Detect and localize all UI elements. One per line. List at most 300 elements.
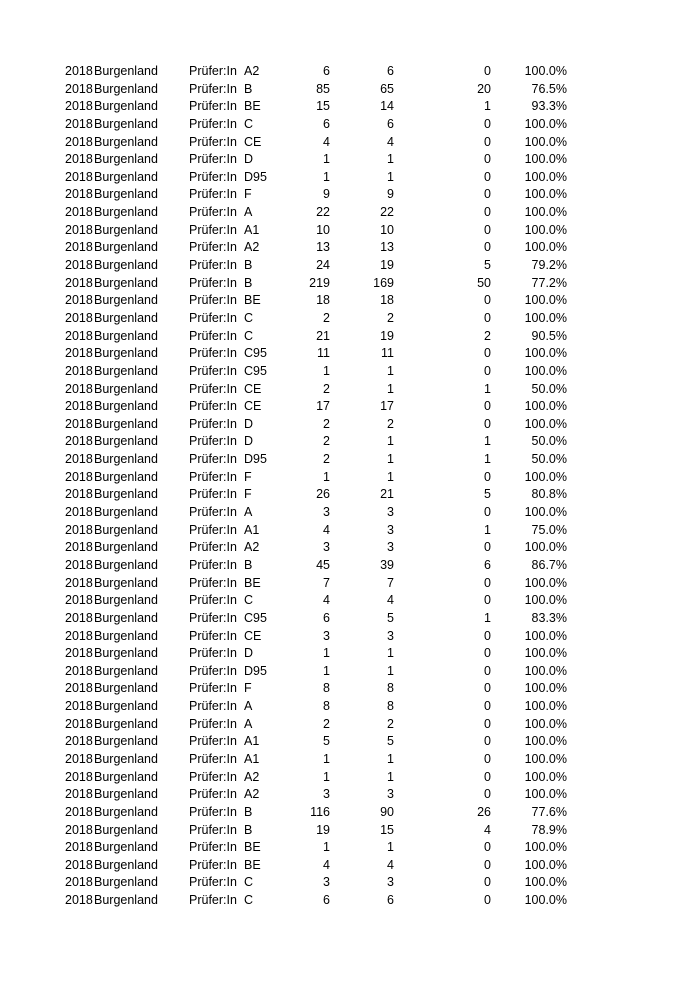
pass-rate-cell: 76.5%	[531, 81, 567, 96]
pass-rate-cell: 100.0%	[524, 169, 567, 184]
role-cell: Prüfer:In	[189, 363, 237, 378]
pass-rate-cell: 100.0%	[524, 840, 567, 855]
table-row	[0, 222, 700, 240]
failed-count-cell: 0	[484, 293, 491, 308]
state-cell: Burgenland	[94, 187, 158, 202]
role-cell: Prüfer:In	[189, 699, 237, 714]
role-cell: Prüfer:In	[189, 64, 237, 78]
role-cell: Prüfer:In	[189, 822, 237, 837]
table-row	[0, 575, 700, 593]
pass-rate-cell: 100.0%	[524, 769, 567, 784]
role-cell: Prüfer:In	[189, 646, 237, 661]
license-class-cell: BE	[244, 575, 261, 590]
passed-count-cell: 1	[387, 434, 394, 449]
pass-rate-cell: 100.0%	[524, 152, 567, 167]
failed-count-cell: 0	[484, 222, 491, 237]
passed-count-cell: 6	[387, 116, 394, 131]
pass-rate-cell: 100.0%	[524, 646, 567, 661]
table-row	[0, 857, 700, 875]
year-cell: 2018	[65, 416, 93, 431]
total-count-cell: 18	[316, 293, 330, 308]
total-count-cell: 219	[309, 275, 330, 290]
pass-rate-cell: 100.0%	[524, 663, 567, 678]
table-row	[0, 610, 700, 628]
failed-count-cell: 0	[484, 416, 491, 431]
total-count-cell: 1	[323, 152, 330, 167]
failed-count-cell: 0	[484, 134, 491, 149]
data-table	[0, 63, 700, 910]
year-cell: 2018	[65, 293, 93, 308]
year-cell: 2018	[65, 487, 93, 502]
failed-count-cell: 0	[484, 575, 491, 590]
failed-count-cell: 0	[484, 593, 491, 608]
year-cell: 2018	[65, 469, 93, 484]
failed-count-cell: 1	[484, 99, 491, 114]
total-count-cell: 45	[316, 557, 330, 572]
license-class-cell: D95	[244, 663, 267, 678]
failed-count-cell: 0	[484, 875, 491, 890]
year-cell: 2018	[65, 275, 93, 290]
passed-count-cell: 14	[380, 99, 394, 114]
failed-count-cell: 0	[484, 751, 491, 766]
table-row	[0, 416, 700, 434]
year-cell: 2018	[65, 857, 93, 872]
license-class-cell: C	[244, 116, 254, 131]
license-class-cell: B	[244, 822, 253, 837]
license-class-cell: C95	[244, 346, 267, 361]
table-row	[0, 874, 700, 892]
pass-rate-cell: 100.0%	[524, 681, 567, 696]
failed-count-cell: 0	[484, 310, 491, 325]
role-cell: Prüfer:In	[189, 751, 237, 766]
failed-count-cell: 1	[484, 381, 491, 396]
table-row	[0, 786, 700, 804]
passed-count-cell: 39	[380, 557, 394, 572]
year-cell: 2018	[65, 787, 93, 802]
license-class-cell: BE	[244, 99, 261, 114]
license-class-cell: A2	[244, 540, 260, 555]
table-row	[0, 363, 700, 381]
year-cell: 2018	[65, 557, 93, 572]
pass-rate-cell: 77.6%	[531, 804, 567, 819]
role-cell: Prüfer:In	[189, 857, 237, 872]
total-count-cell: 1	[323, 646, 330, 661]
passed-count-cell: 19	[380, 258, 394, 273]
passed-count-cell: 6	[387, 893, 394, 908]
state-cell: Burgenland	[94, 505, 158, 520]
total-count-cell: 8	[323, 681, 330, 696]
table-row	[0, 275, 700, 293]
failed-count-cell: 0	[484, 505, 491, 520]
year-cell: 2018	[65, 593, 93, 608]
role-cell: Prüfer:In	[189, 134, 237, 149]
table-row	[0, 433, 700, 451]
pass-rate-cell: 100.0%	[524, 222, 567, 237]
role-cell: Prüfer:In	[189, 893, 237, 908]
role-cell: Prüfer:In	[189, 769, 237, 784]
total-count-cell: 3	[323, 787, 330, 802]
table-row	[0, 451, 700, 469]
year-cell: 2018	[65, 822, 93, 837]
role-cell: Prüfer:In	[189, 416, 237, 431]
table-row	[0, 398, 700, 416]
state-cell: Burgenland	[94, 681, 158, 696]
role-cell: Prüfer:In	[189, 716, 237, 731]
passed-count-cell: 1	[387, 646, 394, 661]
license-class-cell: B	[244, 275, 253, 290]
passed-count-cell: 4	[387, 134, 394, 149]
year-cell: 2018	[65, 734, 93, 749]
state-cell: Burgenland	[94, 857, 158, 872]
pass-rate-cell: 50.0%	[531, 434, 567, 449]
failed-count-cell: 0	[484, 205, 491, 220]
role-cell: Prüfer:In	[189, 310, 237, 325]
passed-count-cell: 169	[373, 275, 394, 290]
pass-rate-cell: 100.0%	[524, 540, 567, 555]
total-count-cell: 4	[323, 857, 330, 872]
state-cell: Burgenland	[94, 134, 158, 149]
state-cell: Burgenland	[94, 434, 158, 449]
passed-count-cell: 3	[387, 787, 394, 802]
year-cell: 2018	[65, 575, 93, 590]
license-class-cell: D	[244, 416, 254, 431]
pass-rate-cell: 100.0%	[524, 787, 567, 802]
year-cell: 2018	[65, 681, 93, 696]
role-cell: Prüfer:In	[189, 628, 237, 643]
failed-count-cell: 0	[484, 681, 491, 696]
state-cell: Burgenland	[94, 258, 158, 273]
passed-count-cell: 2	[387, 416, 394, 431]
state-cell: Burgenland	[94, 540, 158, 555]
state-cell: Burgenland	[94, 893, 158, 908]
state-cell: Burgenland	[94, 875, 158, 890]
table-row	[0, 716, 700, 734]
table-row	[0, 822, 700, 840]
role-cell: Prüfer:In	[189, 452, 237, 467]
total-count-cell: 9	[323, 187, 330, 202]
total-count-cell: 4	[323, 134, 330, 149]
total-count-cell: 1	[323, 363, 330, 378]
passed-count-cell: 4	[387, 857, 394, 872]
role-cell: Prüfer:In	[189, 840, 237, 855]
failed-count-cell: 0	[484, 116, 491, 131]
state-cell: Burgenland	[94, 293, 158, 308]
role-cell: Prüfer:In	[189, 663, 237, 678]
role-cell: Prüfer:In	[189, 205, 237, 220]
license-class-cell: B	[244, 557, 253, 572]
state-cell: Burgenland	[94, 663, 158, 678]
license-class-cell: D	[244, 152, 254, 167]
year-cell: 2018	[65, 310, 93, 325]
table-row	[0, 892, 700, 910]
year-cell: 2018	[65, 452, 93, 467]
table-row	[0, 63, 700, 81]
state-cell: Burgenland	[94, 205, 158, 220]
role-cell: Prüfer:In	[189, 187, 237, 202]
role-cell: Prüfer:In	[189, 610, 237, 625]
state-cell: Burgenland	[94, 610, 158, 625]
failed-count-cell: 0	[484, 363, 491, 378]
total-count-cell: 1	[323, 751, 330, 766]
state-cell: Burgenland	[94, 716, 158, 731]
failed-count-cell: 0	[484, 857, 491, 872]
state-cell: Burgenland	[94, 363, 158, 378]
license-class-cell: C	[244, 893, 254, 908]
year-cell: 2018	[65, 399, 93, 414]
total-count-cell: 24	[316, 258, 330, 273]
license-class-cell: CE	[244, 628, 262, 643]
pass-rate-cell: 93.3%	[531, 99, 567, 114]
role-cell: Prüfer:In	[189, 681, 237, 696]
license-class-cell: A1	[244, 522, 260, 537]
total-count-cell: 2	[323, 310, 330, 325]
table-row	[0, 328, 700, 346]
passed-count-cell: 15	[380, 822, 394, 837]
total-count-cell: 85	[316, 81, 330, 96]
year-cell: 2018	[65, 116, 93, 131]
passed-count-cell: 3	[387, 505, 394, 520]
passed-count-cell: 7	[387, 575, 394, 590]
year-cell: 2018	[65, 205, 93, 220]
total-count-cell: 22	[316, 205, 330, 220]
pass-rate-cell: 50.0%	[531, 381, 567, 396]
role-cell: Prüfer:In	[189, 399, 237, 414]
passed-count-cell: 65	[380, 81, 394, 96]
state-cell: Burgenland	[94, 593, 158, 608]
state-cell: Burgenland	[94, 840, 158, 855]
state-cell: Burgenland	[94, 399, 158, 414]
failed-count-cell: 50	[477, 275, 491, 290]
passed-count-cell: 4	[387, 593, 394, 608]
failed-count-cell: 0	[484, 187, 491, 202]
passed-count-cell: 1	[387, 152, 394, 167]
passed-count-cell: 3	[387, 628, 394, 643]
license-class-cell: C95	[244, 610, 267, 625]
failed-count-cell: 0	[484, 716, 491, 731]
license-class-cell: C95	[244, 363, 267, 378]
table-row	[0, 698, 700, 716]
passed-count-cell: 21	[380, 487, 394, 502]
total-count-cell: 2	[323, 381, 330, 396]
year-cell: 2018	[65, 134, 93, 149]
table-row	[0, 134, 700, 152]
total-count-cell: 11	[317, 346, 330, 361]
total-count-cell: 7	[323, 575, 330, 590]
year-cell: 2018	[65, 663, 93, 678]
table-row	[0, 310, 700, 328]
year-cell: 2018	[65, 169, 93, 184]
state-cell: Burgenland	[94, 81, 158, 96]
table-row	[0, 345, 700, 363]
state-cell: Burgenland	[94, 152, 158, 167]
pass-rate-cell: 100.0%	[524, 363, 567, 378]
role-cell: Prüfer:In	[189, 293, 237, 308]
role-cell: Prüfer:In	[189, 593, 237, 608]
pass-rate-cell: 100.0%	[524, 346, 567, 361]
year-cell: 2018	[65, 258, 93, 273]
year-cell: 2018	[65, 769, 93, 784]
passed-count-cell: 5	[387, 610, 394, 625]
table-row	[0, 486, 700, 504]
license-class-cell: D95	[244, 169, 267, 184]
pass-rate-cell: 100.0%	[524, 857, 567, 872]
total-count-cell: 4	[323, 593, 330, 608]
pass-rate-cell: 100.0%	[524, 293, 567, 308]
year-cell: 2018	[65, 434, 93, 449]
total-count-cell: 6	[323, 116, 330, 131]
passed-count-cell: 10	[380, 222, 394, 237]
failed-count-cell: 1	[484, 522, 491, 537]
passed-count-cell: 90	[380, 804, 394, 819]
state-cell: Burgenland	[94, 64, 158, 78]
passed-count-cell: 9	[387, 187, 394, 202]
failed-count-cell: 0	[484, 540, 491, 555]
role-cell: Prüfer:In	[189, 557, 237, 572]
table-row	[0, 504, 700, 522]
year-cell: 2018	[65, 187, 93, 202]
license-class-cell: A1	[244, 751, 260, 766]
license-class-cell: BE	[244, 840, 261, 855]
pass-rate-cell: 86.7%	[531, 557, 567, 572]
license-class-cell: C	[244, 593, 254, 608]
passed-count-cell: 1	[387, 169, 394, 184]
table-row	[0, 98, 700, 116]
passed-count-cell: 6	[387, 64, 394, 78]
failed-count-cell: 0	[484, 699, 491, 714]
failed-count-cell: 1	[484, 452, 491, 467]
pass-rate-cell: 100.0%	[524, 116, 567, 131]
license-class-cell: B	[244, 81, 253, 96]
passed-count-cell: 1	[387, 840, 394, 855]
year-cell: 2018	[65, 363, 93, 378]
failed-count-cell: 1	[484, 610, 491, 625]
pass-rate-cell: 100.0%	[524, 575, 567, 590]
passed-count-cell: 1	[387, 469, 394, 484]
role-cell: Prüfer:In	[189, 240, 237, 255]
total-count-cell: 19	[316, 822, 330, 837]
state-cell: Burgenland	[94, 522, 158, 537]
failed-count-cell: 4	[484, 822, 491, 837]
failed-count-cell: 0	[484, 64, 491, 78]
passed-count-cell: 3	[387, 875, 394, 890]
year-cell: 2018	[65, 505, 93, 520]
license-class-cell: A1	[244, 734, 260, 749]
pass-rate-cell: 100.0%	[524, 505, 567, 520]
total-count-cell: 3	[323, 540, 330, 555]
passed-count-cell: 19	[380, 328, 394, 343]
failed-count-cell: 0	[484, 769, 491, 784]
state-cell: Burgenland	[94, 469, 158, 484]
year-cell: 2018	[65, 522, 93, 537]
passed-count-cell: 11	[381, 346, 394, 361]
license-class-cell: C	[244, 310, 254, 325]
role-cell: Prüfer:In	[189, 787, 237, 802]
year-cell: 2018	[65, 99, 93, 114]
role-cell: Prüfer:In	[189, 540, 237, 555]
state-cell: Burgenland	[94, 222, 158, 237]
passed-count-cell: 8	[387, 699, 394, 714]
total-count-cell: 1	[323, 469, 330, 484]
role-cell: Prüfer:In	[189, 487, 237, 502]
total-count-cell: 21	[316, 328, 330, 343]
role-cell: Prüfer:In	[189, 99, 237, 114]
passed-count-cell: 1	[387, 452, 394, 467]
failed-count-cell: 0	[484, 346, 491, 361]
state-cell: Burgenland	[94, 452, 158, 467]
table-row	[0, 81, 700, 99]
state-cell: Burgenland	[94, 822, 158, 837]
passed-count-cell: 1	[387, 751, 394, 766]
role-cell: Prüfer:In	[189, 804, 237, 819]
pass-rate-cell: 75.0%	[531, 522, 567, 537]
failed-count-cell: 20	[477, 81, 491, 96]
table-row	[0, 557, 700, 575]
total-count-cell: 10	[316, 222, 330, 237]
state-cell: Burgenland	[94, 381, 158, 396]
failed-count-cell: 5	[484, 258, 491, 273]
year-cell: 2018	[65, 81, 93, 96]
license-class-cell: C	[244, 328, 254, 343]
table-row	[0, 186, 700, 204]
total-count-cell: 3	[323, 875, 330, 890]
table-row	[0, 169, 700, 187]
license-class-cell: CE	[244, 134, 262, 149]
failed-count-cell: 0	[484, 663, 491, 678]
license-class-cell: F	[244, 187, 252, 202]
failed-count-cell: 0	[484, 152, 491, 167]
pass-rate-cell: 100.0%	[524, 416, 567, 431]
role-cell: Prüfer:In	[189, 505, 237, 520]
total-count-cell: 13	[316, 240, 330, 255]
table-row	[0, 733, 700, 751]
year-cell: 2018	[65, 64, 93, 78]
role-cell: Prüfer:In	[189, 522, 237, 537]
year-cell: 2018	[65, 540, 93, 555]
failed-count-cell: 0	[484, 469, 491, 484]
license-class-cell: CE	[244, 399, 262, 414]
total-count-cell: 6	[323, 610, 330, 625]
state-cell: Burgenland	[94, 628, 158, 643]
role-cell: Prüfer:In	[189, 469, 237, 484]
state-cell: Burgenland	[94, 169, 158, 184]
state-cell: Burgenland	[94, 487, 158, 502]
table-row	[0, 804, 700, 822]
state-cell: Burgenland	[94, 346, 158, 361]
pass-rate-cell: 100.0%	[524, 134, 567, 149]
pass-rate-cell: 100.0%	[524, 593, 567, 608]
failed-count-cell: 0	[484, 399, 491, 414]
table-row	[0, 381, 700, 399]
total-count-cell: 8	[323, 699, 330, 714]
total-count-cell: 6	[323, 64, 330, 78]
total-count-cell: 17	[316, 399, 330, 414]
role-cell: Prüfer:In	[189, 381, 237, 396]
failed-count-cell: 0	[484, 840, 491, 855]
license-class-cell: F	[244, 469, 252, 484]
pass-rate-cell: 100.0%	[524, 875, 567, 890]
license-class-cell: A	[244, 505, 253, 520]
pass-rate-cell: 50.0%	[531, 452, 567, 467]
table-row	[0, 751, 700, 769]
passed-count-cell: 13	[380, 240, 394, 255]
pass-rate-cell: 100.0%	[524, 187, 567, 202]
pass-rate-cell: 100.0%	[524, 716, 567, 731]
role-cell: Prüfer:In	[189, 575, 237, 590]
year-cell: 2018	[65, 716, 93, 731]
passed-count-cell: 2	[387, 310, 394, 325]
passed-count-cell: 1	[387, 663, 394, 678]
failed-count-cell: 26	[477, 804, 491, 819]
